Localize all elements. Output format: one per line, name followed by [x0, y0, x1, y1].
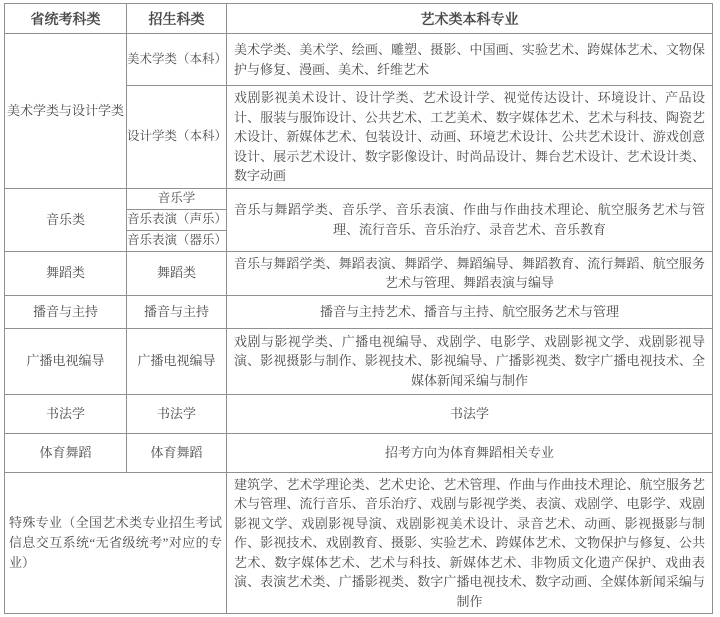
radio-tv-category-cell: 广播电视编导 [5, 328, 127, 394]
dance-category-cell: 舞蹈类 [5, 251, 127, 295]
calligraphy-category-cell: 书法学 [5, 394, 127, 433]
sport-dance-sub-cell: 体育舞蹈 [127, 433, 227, 472]
radio-tv-majors-cell: 戏剧与影视学类、广播电视编导、戏剧学、电影学、戏剧影视文学、戏剧影视导演、影视摄影与制作、影视技术、影视编导、广播影视类、数字广播电视技术、全媒体新闻采编与制作 [227, 328, 713, 394]
row-fine-arts-sub1 [5, 34, 713, 86]
special-majors-cell: 建筑学、艺术学理论类、艺术史论、艺术管理、作曲与作曲技术理论、航空服务艺术与管理、流行音乐、音乐治疗、戏剧与影视学类、表演、戏剧学、电影学、戏剧影视文学、戏剧影视导演、戏剧影视美术设计、录音艺术、动画、影视摄影与制作、影视技术、戏剧教育、摄影、实验艺术、跨媒体艺术、文物保护与修复、公共艺术、数字媒体艺术、艺术与科技、新媒体艺术、非物质文化遗产保护、戏曲表演、表演艺术类、广播影视类、数字广播电视技术、数字动画、全媒体新闻采编与制作 [227, 472, 713, 614]
fine-arts-sub2-majors-cell: 戏剧影视美术设计、设计学类、艺术设计学、视觉传达设计、环境设计、产品设计、服装与服饰设计、公共艺术、工艺美术、数字媒体艺术、艺术与科技、陶瓷艺术设计、新媒体艺术、包装设计、动画、环境艺术设计、公共艺术设计、游戏创意设计、展示艺术设计、数字影像设计、时尚品设计、舞台艺术设计、艺术设计类、数字动画 [227, 86, 713, 189]
calligraphy-majors-cell: 书法学 [227, 394, 713, 433]
fine-arts-sub1-majors-cell: 美术学类、美术学、绘画、雕塑、摄影、中国画、实验艺术、跨媒体艺术、文物保护与修复、漫画、美术、纤维艺术 [227, 34, 713, 86]
sport-dance-majors-cell: 招考方向为体育舞蹈相关专业 [227, 433, 713, 472]
music-category-cell: 音乐类 [5, 188, 127, 251]
fine-arts-sub2-cell: 设计学类（本科） [127, 86, 227, 189]
broadcasting-host-sub-cell: 播音与主持 [127, 295, 227, 328]
row-music-sub1 [5, 188, 713, 209]
sport-dance-category-cell: 体育舞蹈 [5, 433, 127, 472]
music-sub1-cell: 音乐学 [127, 188, 227, 209]
music-majors-cell: 音乐与舞蹈学类、音乐学、音乐表演、作曲与作曲技术理论、航空服务艺术与管理、流行音乐、音乐治疗、录音艺术、音乐教育 [227, 188, 713, 251]
special-category-cell: 特殊专业（全国艺术类专业招生考试信息交互系统“无省级统考”对应的专业） [5, 472, 227, 614]
music-sub2-cell: 音乐表演（声乐） [127, 209, 227, 230]
header-row [5, 4, 713, 34]
dance-majors-cell: 音乐与舞蹈学类、舞蹈表演、舞蹈学、舞蹈编导、舞蹈教育、流行舞蹈、航空服务艺术与管理、舞蹈表演与编导 [227, 251, 713, 295]
broadcasting-host-category-cell: 播音与主持 [5, 295, 127, 328]
majors-table [4, 3, 713, 614]
radio-tv-sub-cell: 广播电视编导 [127, 328, 227, 394]
row-radio-tv-directing [5, 328, 713, 394]
row-calligraphy [5, 394, 713, 433]
header-province-category: 省统考科类 [5, 4, 127, 34]
broadcasting-host-majors-cell: 播音与主持艺术、播音与主持、航空服务艺术与管理 [227, 295, 713, 328]
row-special [5, 472, 713, 614]
music-sub3-cell: 音乐表演（器乐） [127, 230, 227, 251]
fine-arts-category-cell: 美术学类与设计学类 [5, 34, 127, 189]
dance-sub-cell: 舞蹈类 [127, 251, 227, 295]
row-sport-dance [5, 433, 713, 472]
calligraphy-sub-cell: 书法学 [127, 394, 227, 433]
row-broadcasting-host [5, 295, 713, 328]
header-majors: 艺术类本科专业 [227, 4, 713, 34]
header-enroll-category: 招生科类 [127, 4, 227, 34]
fine-arts-sub1-cell: 美术学类（本科） [127, 34, 227, 86]
row-dance [5, 251, 713, 295]
